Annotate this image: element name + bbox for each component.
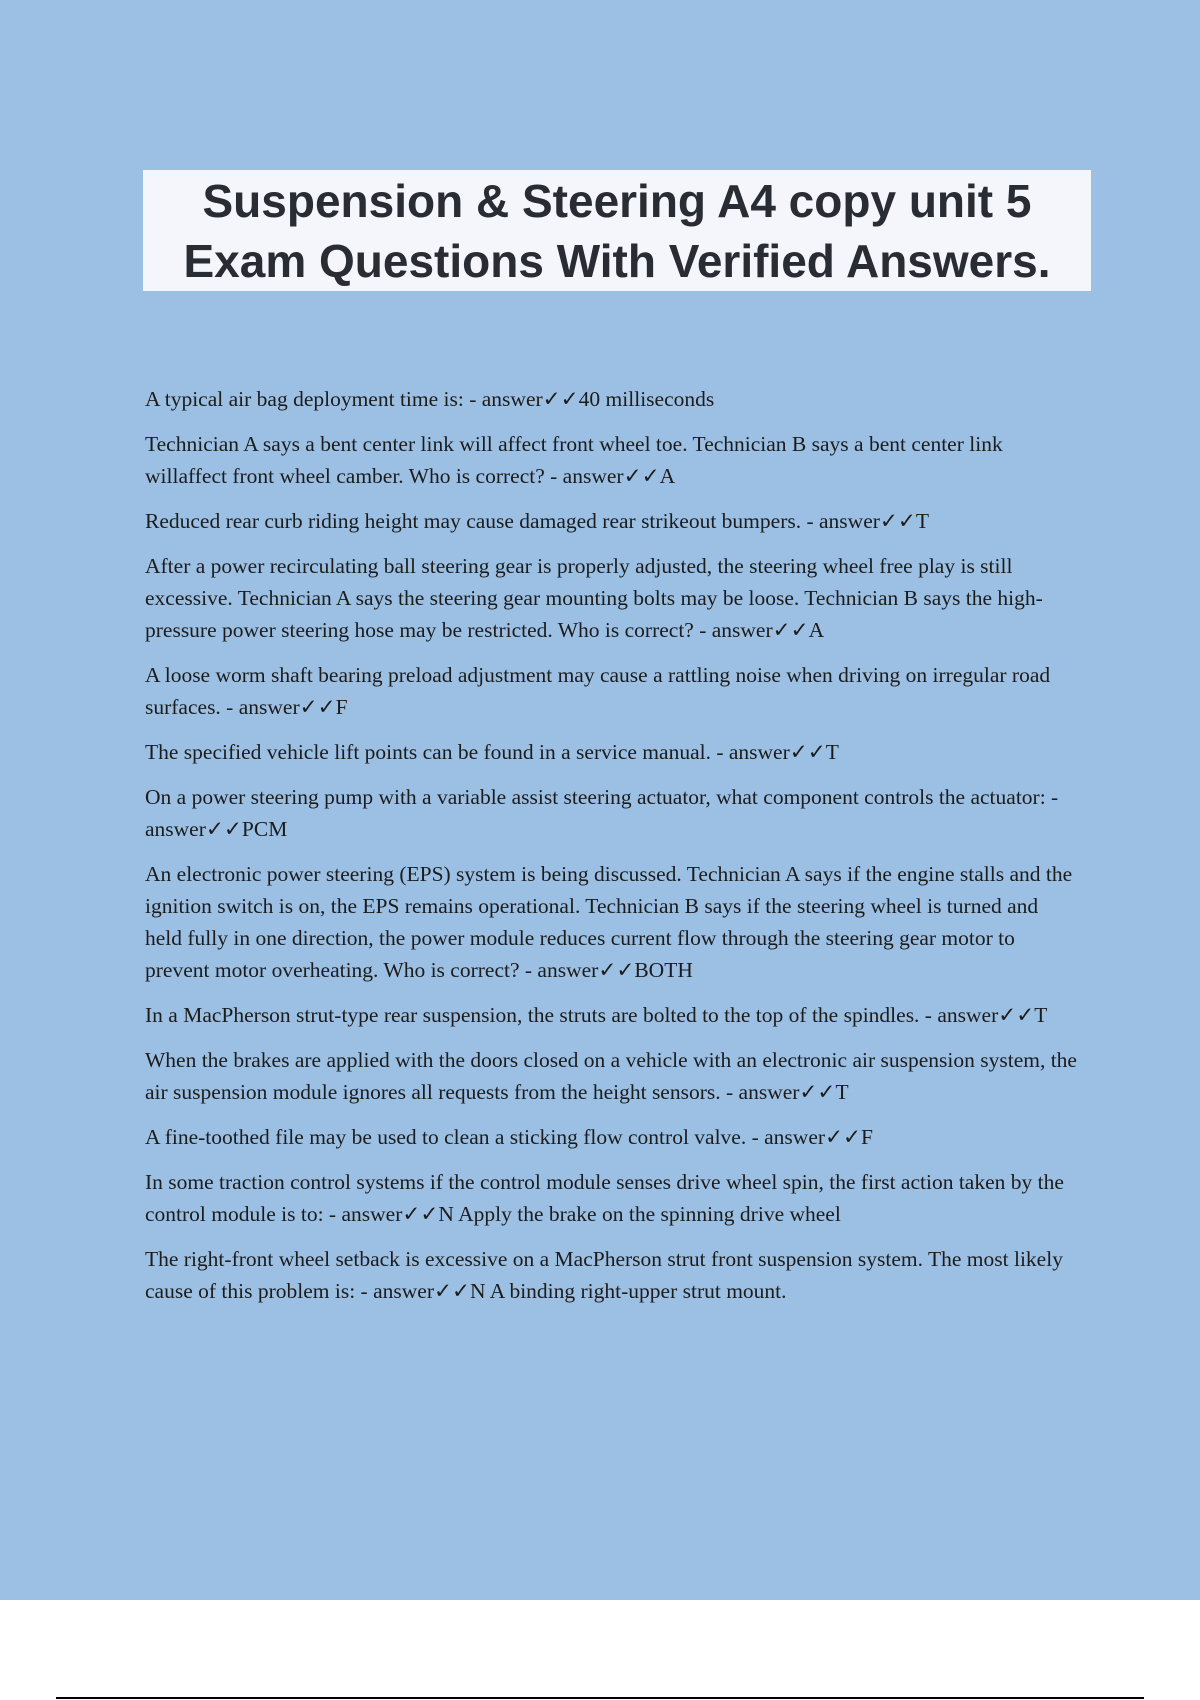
qa-item: In a MacPherson strut-type rear suspension, the struts are bolted to the top of the spindles. - answer✓✓T xyxy=(145,1003,1048,1027)
qa-item: The right-front wheel setback is excessive on a MacPherson strut front suspension system. The most likely cause of this problem is: - answer✓✓N A binding right-upper strut mount. xyxy=(145,1247,1063,1303)
qa-item: An electronic power steering (EPS) system is being discussed. Technician A says if the engine stalls and the ignition switch is on, the EPS remains operational. Technician B says if the steering wheel is turned and held fully in one direction, the power module reduces current flow through the steering gear motor to prevent motor overheating. Who is correct? - answer✓✓BOTH xyxy=(145,862,1073,982)
document-title: Suspension & Steering A4 copy unit 5 Exam Questions With Verified Answers. xyxy=(183,174,1051,287)
qa-item: Technician A says a bent center link will affect front wheel toe. Technician B says a bent center link willaffect front wheel camber. Who is correct? - answer✓✓A xyxy=(145,432,1003,488)
qa-list xyxy=(145,383,1080,1320)
qa-item: In some traction control systems if the control module senses drive wheel spin, the first action taken by the control module is to: - answer✓✓N Apply the brake on the spinning drive wheel xyxy=(145,1170,1064,1226)
qa-item: A fine-toothed file may be used to clean a sticking flow control valve. - answer✓✓F xyxy=(145,1125,874,1149)
qa-item: After a power recirculating ball steering gear is properly adjusted, the steering wheel free play is still excessive. Technician A says the steering gear mounting bolts may be loose. Technician B says the high-pressure power steering hose may be restricted. Who is correct? - answer✓✓A xyxy=(145,554,1043,642)
qa-item: On a power steering pump with a variable assist steering actuator, what component controls the actuator: - answer✓✓PCM xyxy=(145,785,1059,841)
title-box xyxy=(143,170,1091,291)
qa-item: A loose worm shaft bearing preload adjustment may cause a rattling noise when driving on irregular road surfaces. - answer✓✓F xyxy=(145,663,1051,719)
footer-divider xyxy=(56,1697,1144,1699)
qa-item: When the brakes are applied with the doors closed on a vehicle with an electronic air suspension system, the air suspension module ignores all requests from the height sensors. - answer✓✓T xyxy=(145,1048,1077,1104)
qa-item: The specified vehicle lift points can be found in a service manual. - answer✓✓T xyxy=(145,740,839,764)
qa-item: Reduced rear curb riding height may cause damaged rear strikeout bumpers. - answer✓✓T xyxy=(145,509,930,533)
qa-item: A typical air bag deployment time is: - answer✓✓40 milliseconds xyxy=(145,387,715,411)
